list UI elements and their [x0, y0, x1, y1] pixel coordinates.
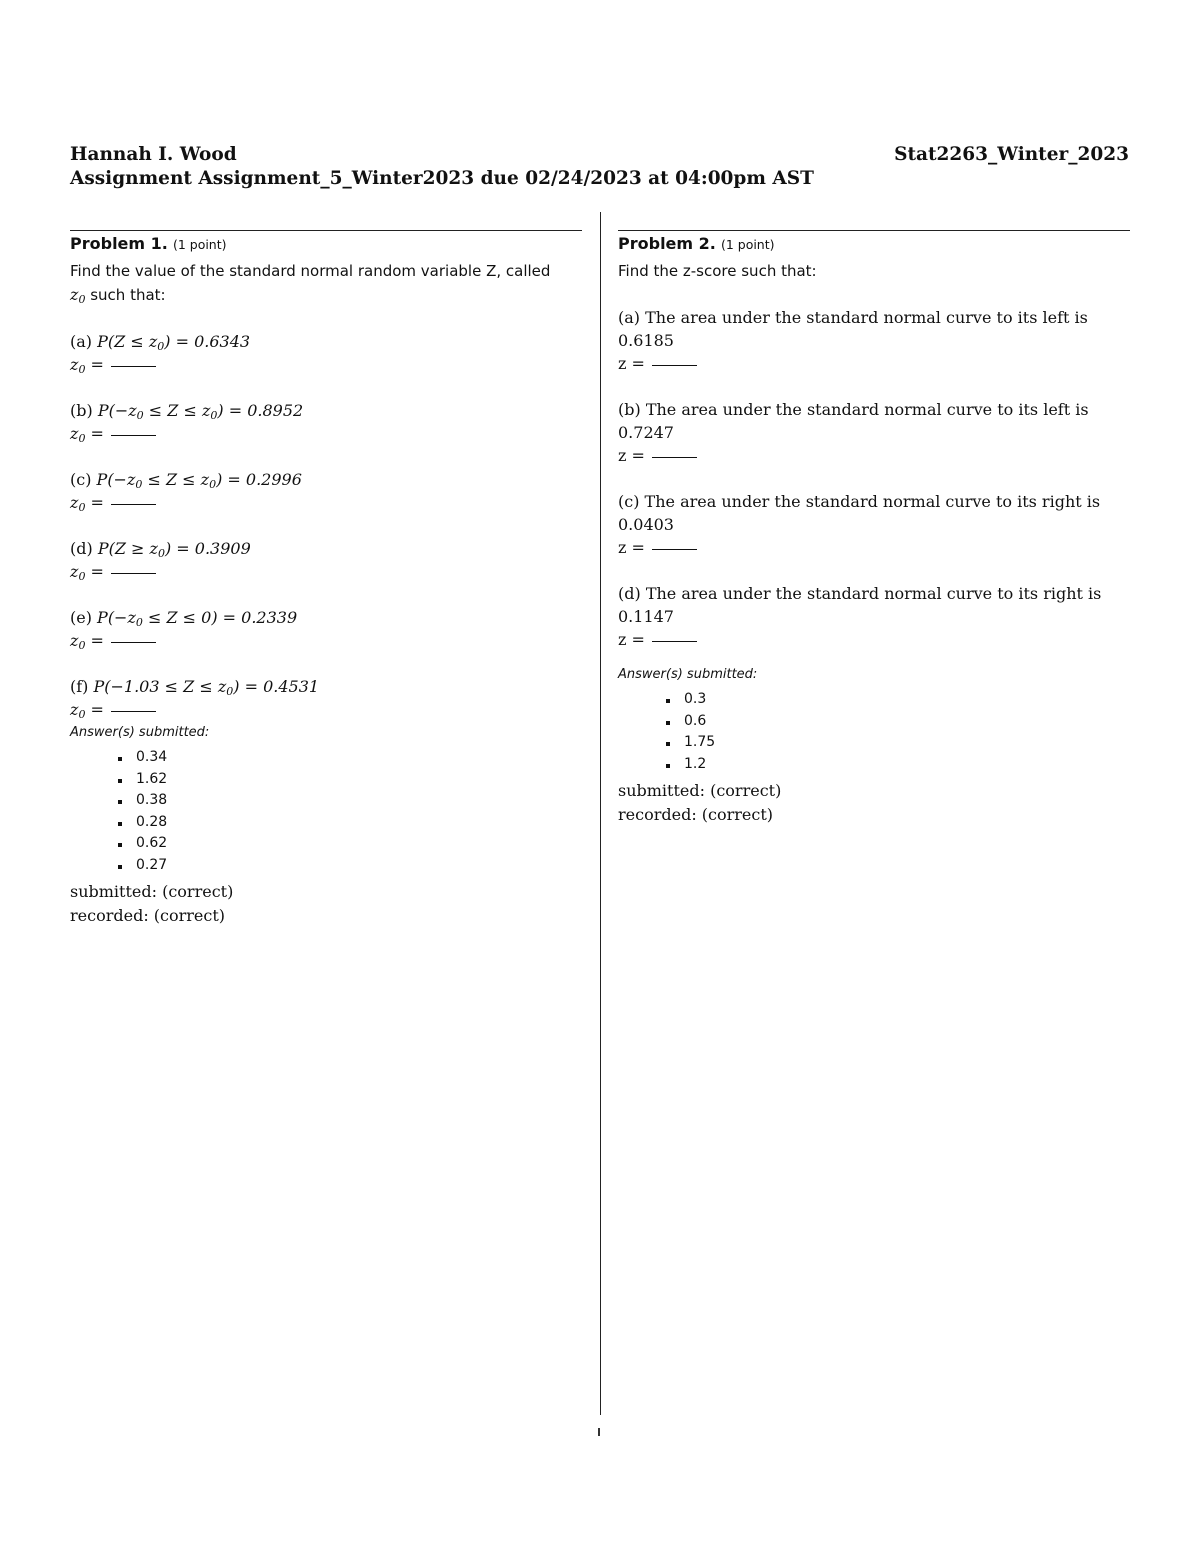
- part-label: (a): [70, 332, 93, 351]
- problem-1-part: (b) $P(-z_0 \le Z \le z_0) = 0.8952$ $z_0$ =: [70, 401, 304, 445]
- student-name: Hannah I. Wood: [70, 144, 237, 165]
- answer-item: 0.38: [116, 790, 582, 812]
- part-expression: $P(-z_0 \le Z \le z_0) = 0.2996$: [96, 470, 302, 491]
- z0-answer-label: $z_0$: [70, 700, 86, 721]
- problem-1-title: [70, 234, 582, 255]
- problem-2-title: [618, 234, 1130, 255]
- answer-blank[interactable]: [111, 504, 156, 505]
- answer-item: 1.2: [664, 754, 1130, 776]
- problem-2-recorded: recorded: (correct): [618, 805, 774, 824]
- problem-2-answer-label: Answer(s) submitted:: [618, 667, 758, 682]
- answer-blank[interactable]: [111, 435, 156, 436]
- problem-1-part: (a) $P(Z \le z_0) = 0.6343$ $z_0$ =: [70, 332, 251, 376]
- problem-1-answers: [70, 747, 582, 876]
- z-label: z =: [618, 446, 645, 465]
- answer-blank[interactable]: [111, 366, 156, 367]
- problem-2-part: [618, 306, 1130, 375]
- part-label: (e): [70, 608, 92, 627]
- assignment-line: Assignment Assignment_5_Winter2023 due 02/24/2023 at 04:00pm AST: [70, 168, 814, 189]
- problem-1-recorded: recorded: (correct): [70, 906, 226, 925]
- problem-2-submitted: submitted: (correct): [618, 781, 782, 800]
- part-text: (c) The area under the standard normal curve to its right is 0.0403: [618, 492, 1101, 534]
- answer-blank[interactable]: [652, 641, 697, 642]
- z0-symbol: $z_0$: [70, 285, 86, 306]
- problem-1-part: (c) $P(-z_0 \le Z \le z_0) = 0.2996$ $z_0$ =: [70, 470, 302, 514]
- problem-2-answers: [618, 689, 1130, 775]
- problem-2: [618, 230, 1130, 827]
- answer-item: 0.34: [116, 747, 582, 769]
- problem-1-points: (1 point): [172, 237, 227, 252]
- answer-item: 0.62: [116, 833, 582, 855]
- answer-blank[interactable]: [652, 549, 697, 550]
- z0-answer-label: $z_0$: [70, 631, 86, 652]
- part-expression: $P(Z \le z_0) = 0.6343$: [97, 332, 251, 353]
- answer-item: 0.27: [116, 855, 582, 877]
- prompt-line-1: Find the value of the standard normal random variable Z, called: [70, 262, 551, 280]
- z0-answer-label: $z_0$: [70, 493, 86, 514]
- problem-2-part: [618, 490, 1130, 559]
- part-text: (b) The area under the standard normal curve to its left is 0.7247: [618, 400, 1089, 442]
- part-text: (d) The area under the standard normal curve to its right is 0.1147: [618, 584, 1102, 626]
- problem-2-part: [618, 398, 1130, 467]
- answer-blank[interactable]: [111, 573, 156, 574]
- answer-blank[interactable]: [652, 365, 697, 366]
- header-left: [70, 143, 814, 191]
- problem-2-number: Problem 2.: [618, 234, 716, 253]
- z-label: z =: [618, 538, 645, 557]
- part-expression: $P(Z \ge z_0) = 0.3909$: [97, 539, 251, 560]
- z0-answer-label: $z_0$: [70, 562, 86, 583]
- part-expression: $P(-z_0 \le Z \le 0) = 0.2339$: [97, 608, 298, 629]
- z-label: z =: [618, 354, 645, 373]
- course-name: Stat2263_Winter_2023: [894, 144, 1129, 165]
- problem-1-part: (f) $P(-1.03 \le Z \le z_0) = 0.4531$ $z_0$ =: [70, 677, 320, 721]
- column-divider: [600, 212, 601, 1415]
- part-expression: $P(-z_0 \le Z \le z_0) = 0.8952$: [97, 401, 304, 422]
- part-label: (c): [70, 470, 92, 489]
- problem-1-rule: [70, 230, 582, 231]
- prompt-line-2: such that:: [90, 286, 166, 304]
- problem-1-part: (e) $P(-z_0 \le Z \le 0) = 0.2339$ $z_0$ =: [70, 608, 298, 652]
- part-text: (a) The area under the standard normal curve to its left is 0.6185: [618, 308, 1088, 350]
- answer-item: 0.6: [664, 711, 1130, 733]
- answer-blank[interactable]: [111, 711, 156, 712]
- answer-item: 0.28: [116, 812, 582, 834]
- part-label: (d): [70, 539, 93, 558]
- answer-item: 1.75: [664, 732, 1130, 754]
- z-label: z =: [618, 630, 645, 649]
- problem-1-answer-label: Answer(s) submitted:: [70, 725, 210, 740]
- problem-1-submitted: submitted: (correct): [70, 882, 234, 901]
- part-expression: $P(-1.03 \le Z \le z_0) = 0.4531$: [93, 677, 320, 698]
- page-number-mark: [598, 1428, 600, 1436]
- problem-2-points: (1 point): [720, 237, 775, 252]
- problem-2-part: [618, 582, 1130, 651]
- z0-answer-label: $z_0$: [70, 424, 86, 445]
- part-label: (f): [70, 677, 89, 696]
- problem-1-part: (d) $P(Z \ge z_0) = 0.3909$ $z_0$ =: [70, 539, 251, 583]
- problem-1: [70, 230, 582, 928]
- answer-blank[interactable]: [652, 457, 697, 458]
- problem-2-rule: [618, 230, 1130, 231]
- problem-2-prompt: Find the z-score such that:: [618, 262, 817, 280]
- answer-blank[interactable]: [111, 642, 156, 643]
- problem-1-prompt: [70, 260, 582, 307]
- answer-item: 0.3: [664, 689, 1130, 711]
- answer-item: 1.62: [116, 769, 582, 791]
- problem-1-number: Problem 1.: [70, 234, 168, 253]
- z0-answer-label: $z_0$: [70, 355, 86, 376]
- part-label: (b): [70, 401, 93, 420]
